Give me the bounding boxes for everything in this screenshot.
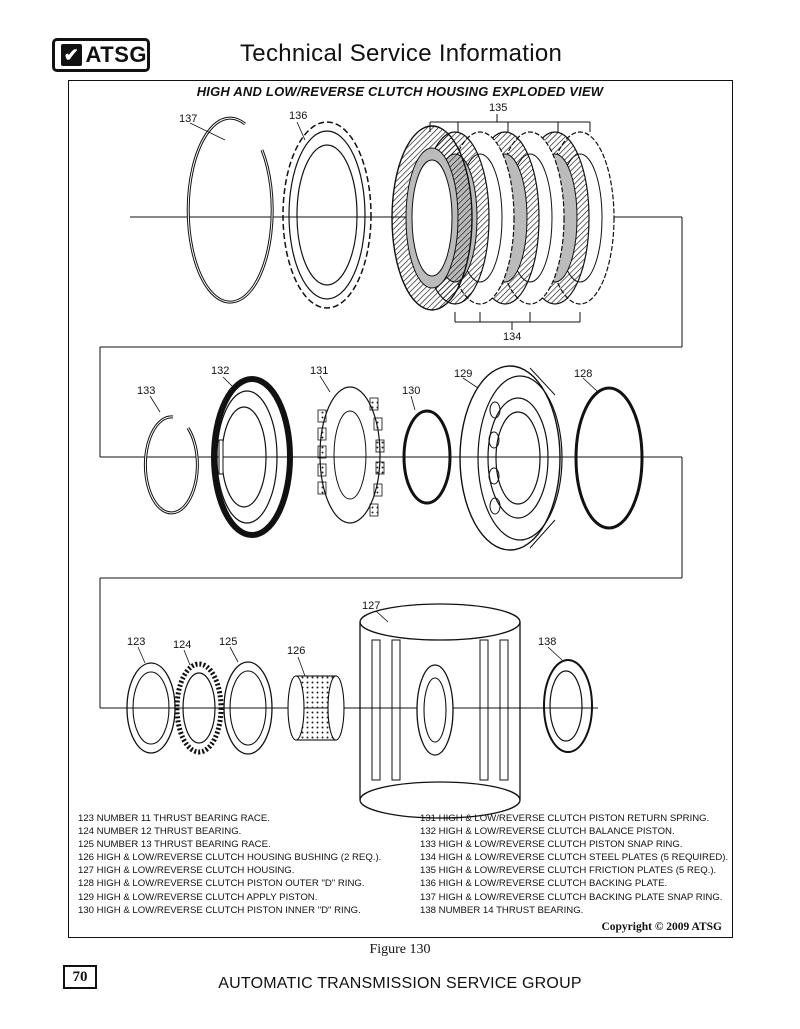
callout-130: 130 (402, 385, 421, 397)
logo-text: ATSG (85, 42, 147, 67)
callout-126: 126 (287, 645, 306, 657)
thrust-bearing-14 (544, 660, 592, 752)
legend-item: 123 NUMBER 11 THRUST BEARING RACE. (78, 813, 270, 824)
backing-plate (283, 122, 371, 308)
callout-135: 135 (489, 102, 508, 114)
callout-127: 127 (362, 600, 381, 612)
page-title: Technical Service Information (240, 40, 563, 67)
callout-137: 137 (179, 113, 198, 125)
clutch-apply-piston (460, 366, 562, 550)
callout-128: 128 (574, 368, 593, 380)
callout-132: 132 (211, 365, 230, 377)
clutch-housing (360, 604, 520, 818)
legend-item: 129 HIGH & LOW/REVERSE CLUTCH APPLY PISTON. (78, 891, 318, 903)
callout-133: 133 (137, 385, 156, 397)
piston-return-spring (318, 387, 384, 523)
legend-item: 137 HIGH & LOW/REVERSE CLUTCH BACKING PLATE SNAP RING. (420, 891, 723, 903)
legend-item: 132 HIGH & LOW/REVERSE CLUTCH BALANCE PISTON. (420, 826, 675, 838)
parts-legend-left (78, 812, 381, 917)
copyright-notice: Copyright © 2009 ATSG (601, 921, 722, 933)
legend-item: 128 HIGH & LOW/REVERSE CLUTCH PISTON OUTER "D" RING. (78, 878, 365, 890)
piston-outer-d-ring (576, 388, 642, 528)
callout-134: 134 (503, 331, 522, 343)
callout-136: 136 (289, 110, 308, 122)
diagram-title: HIGH AND LOW/REVERSE CLUTCH HOUSING EXPLODED VIEW (196, 84, 604, 99)
callout-138: 138 (538, 636, 557, 648)
legend-item: 133 HIGH & LOW/REVERSE CLUTCH PISTON SNAP RING. (420, 839, 683, 851)
clutch-plate-stack (392, 126, 614, 310)
piston-snap-ring (145, 417, 197, 513)
legend-item: 136 HIGH & LOW/REVERSE CLUTCH BACKING PLATE. (420, 878, 668, 890)
figure-caption: Figure 130 (369, 942, 431, 957)
legend-item: 127 HIGH & LOW/REVERSE CLUTCH HOUSING. (78, 865, 295, 877)
parts-legend-right (420, 812, 728, 917)
legend-item: 131 HIGH & LOW/REVERSE CLUTCH PISTON RETURN SPRING. (420, 813, 710, 824)
legend-item: 126 HIGH & LOW/REVERSE CLUTCH HOUSING BUSHING (2 REQ.). (78, 852, 382, 864)
legend-item: 130 HIGH & LOW/REVERSE CLUTCH PISTON INNER "D" RING. (78, 904, 361, 916)
page-footer: AUTOMATIC TRANSMISSION SERVICE GROUP (218, 975, 582, 992)
legend-item: 125 NUMBER 13 THRUST BEARING RACE. (78, 839, 271, 851)
callout-129: 129 (454, 368, 473, 380)
clutch-housing-bushing (288, 676, 344, 740)
page-number: 70 (63, 965, 97, 989)
callout-124: 124 (173, 639, 192, 651)
callout-123: 123 (127, 636, 146, 648)
backing-plate-snap-ring (188, 118, 272, 302)
legend-item: 134 HIGH & LOW/REVERSE CLUTCH STEEL PLATES (5 REQUIRED). (420, 852, 729, 864)
legend-item: 124 NUMBER 12 THRUST BEARING. (78, 826, 242, 838)
callout-131: 131 (310, 365, 329, 377)
callout-125: 125 (219, 636, 238, 648)
checkmark-icon: ✔ (61, 44, 82, 66)
legend-item: 138 NUMBER 14 THRUST BEARING. (420, 904, 584, 916)
legend-item: 135 HIGH & LOW/REVERSE CLUTCH FRICTION PLATES (5 REQ.). (420, 865, 717, 877)
